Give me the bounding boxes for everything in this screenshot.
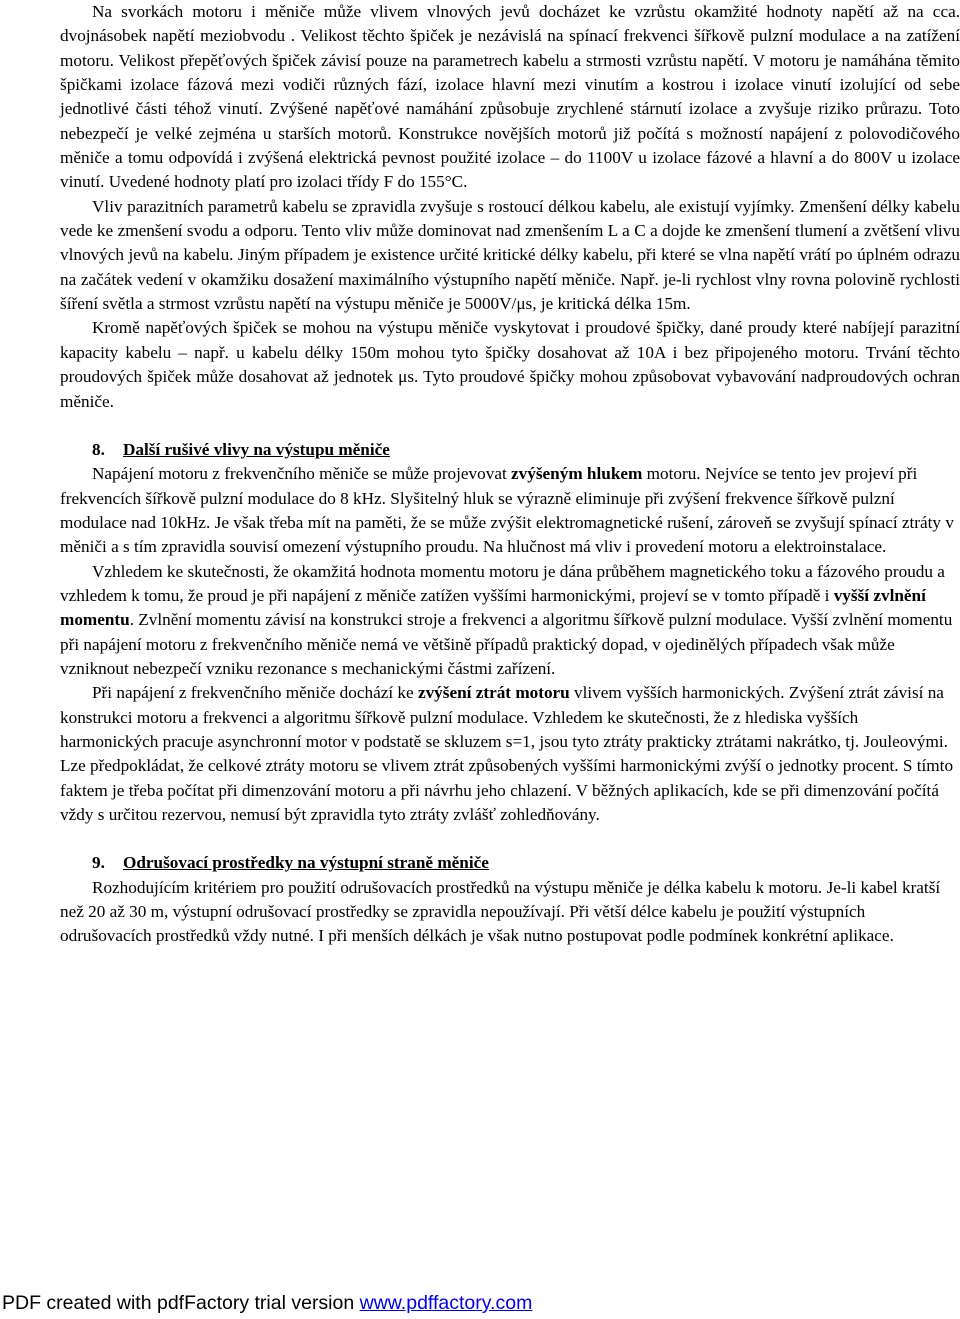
section-9-heading (60, 851, 960, 875)
text-run: Vzhledem ke skutečnosti, že okamžitá hodnota momentu motoru je dána průběhem magnetického toku a fázového proudu a vzhledem k tomu, že proud je při napájení z měniče zatížen vyššími harmonickými, projeví se v tomto případě i (60, 561, 945, 605)
section-9-title: Odrušovací prostředky na výstupní straně měniče (123, 853, 489, 873)
bold-phrase: vyšší zvlnění momentu (60, 585, 926, 630)
text-run: Napájení motoru z frekvenčního měniče se může projevovat (92, 464, 512, 484)
text-run: Při napájení z frekvenčního měniče dochází ke (92, 683, 418, 703)
paragraph (60, 681, 960, 827)
section-gap (60, 827, 960, 851)
paragraph (60, 462, 960, 559)
text-run: . Zvlnění momentu závisí na konstrukci stroje a frekvenci a algoritmu šířkově pulzní modulace. Vyšší zvlnění momentu při napájení motoru z frekvenčního měniče nemá ve většině případů praktický dopad, v ojedinělých případech však může vzniknout nebezpečí vzniku rezonance s mechanickými částmi zařízení. (60, 610, 953, 678)
section-8-title: Další rušivé vlivy na výstupu měniče (123, 439, 390, 459)
bold-phrase: zvýšení ztrát motoru (417, 683, 570, 703)
section-8-body (60, 462, 960, 827)
section-8-number: 8. (92, 439, 105, 459)
paragraph (60, 195, 960, 317)
text-run: motoru. Nejvíce se tento jev projeví při frekvencích šířkově pulzní modulace do 8 kHz. Slyšitelný hluk se výrazně eliminuje při zvýšení frekvence šířkově pulzní modulace nad 10kHz. Je však třeba mít na paměti, že se může zvýšit elektromagnetické rušení, zároveň se zvyšují spínací ztráty v měniči a s tím zpravidla souvisí omezení výstupního proudu. Na hlučnost má vliv i provedení motoru a elektroinstalace. (60, 464, 954, 557)
section-9-number: 9. (92, 853, 105, 873)
pdffactory-link[interactable]: www.pdffactory.com (359, 1292, 533, 1314)
paragraph (60, 0, 960, 195)
text-run: Vliv parazitních parametrů kabelu se zpravidla zvyšuje s rostoucí délkou kabelu, ale existují vyjímky. Zmenšení délky kabelu vede ke zmenšení svodu a odporu. Tento vliv může dominovat nad zmenšením L a C a dojde ke zmenšení tlumení a zvětšení vlivu vlnových jevů na kabelu. Jiným případem je existence určité kritické délky kabelu, při které se vlna napětí vrátí po úplném odrazu na začátek vedení v okamžiku dosažení maximálního výstupního napětí měniče. Např. je-li rychlost vlny rovna polovině rychlosti šíření světla a strmost vzrůstu napětí na výstupu měniče je 5000V/μs, je kritická délka 15m. (60, 196, 960, 314)
section-8-heading (60, 438, 960, 462)
document-page (60, 0, 960, 949)
paragraph (60, 876, 960, 949)
text-run: Na svorkách motoru i měniče může vlivem vlnových jevů docházet ke vzrůstu okamžité hodnoty napětí až na cca. dvojnásobek napětí meziobvodu . Velikost těchto špiček je nezávislá na spínací frekvenci šířkově pulzní modulace a na zatížení motoru. Velikost přepěťových špiček závisí pouze na parametrech kabelu a strmosti vzrůstu napětí. V motoru je namáhána těmito špičkami izolace fázová mezi vodiči různých fází, izolace hlavní mezi vinutím a kostrou i izolace vinutí izolující od sebe jednotlivé části téhož vinutí. Zvýšené napěťové namáhání způsobuje zrychlené stárnutí izolace a zvyšuje riziko průrazu. Toto nebezpečí je velké zejména u starších motorů. Konstrukce novějších motorů již počítá s možností napájení z polovodičového měniče a tomu odpovídá i zvýšená elektrická pevnost použité izolace – do 1100V u izolace fázové a hlavní a do 800V u izolace vinutí. Uvedené hodnoty platí pro izolaci třídy F do 155°C. (60, 2, 960, 192)
text-run: vlivem vyšších harmonických. Zvýšení ztrát závisí na konstrukci motoru a frekvenci a algoritmu šířkově pulzní modulace. Vzhledem ke skutečnosti, že z hlediska vyšších harmonických pracuje asynchronní motor v podstatě se skluzem s=1, jsou tyto ztráty prakticky ztrátami nakrátko, tj. Jouleovými. Lze předpokládat, že celkové ztráty motoru se vlivem ztrát způsobených vyššími harmonickými zvýší o jednotky procent. S tímto faktem je třeba počítat při dimenzování motoru a při návrhu jeho chlazení. V běžných aplikacích, kde se při dimenzování počítá vždy s určitou rezervou, nemusí být zpravidla tyto ztráty zvlášť zohledňovány. (60, 683, 954, 824)
section-gap (60, 414, 960, 438)
footer-text: PDF created with pdfFactory trial version (2, 1292, 360, 1314)
text-run: Rozhodujícím kritériem pro použití odrušovacích prostředků na výstupu měniče je délka kabelu k motoru. Je-li kabel kratší než 20 až 30 m, výstupní odrušovací prostředky se zpravidla nepoužívají. Při větší délce kabelu je použití výstupních odrušovacích prostředků vždy nutné. I při menších délkách je však nutno postupovat podle podmínek konkrétní aplikace. (60, 877, 941, 946)
intro-paragraphs (60, 0, 960, 414)
paragraph (60, 560, 960, 682)
paragraph (60, 316, 960, 413)
pdf-watermark-footer (2, 1292, 532, 1315)
section-9-body (60, 876, 960, 949)
text-run: Kromě napěťových špiček se mohou na výstupu měniče vyskytovat i proudové špičky, dané proudy které nabíjejí parazitní kapacity kabelu – např. u kabelu délky 150m mohou tyto špičky dosahovat až 10A i bez připojeného motoru. Trvání těchto proudových špiček může dosahovat až jednotek μs. Tyto proudové špičky mohou způsobovat vybavování nadproudových ochran měniče. (60, 318, 960, 411)
bold-phrase: zvýšeným hlukem (511, 464, 643, 484)
